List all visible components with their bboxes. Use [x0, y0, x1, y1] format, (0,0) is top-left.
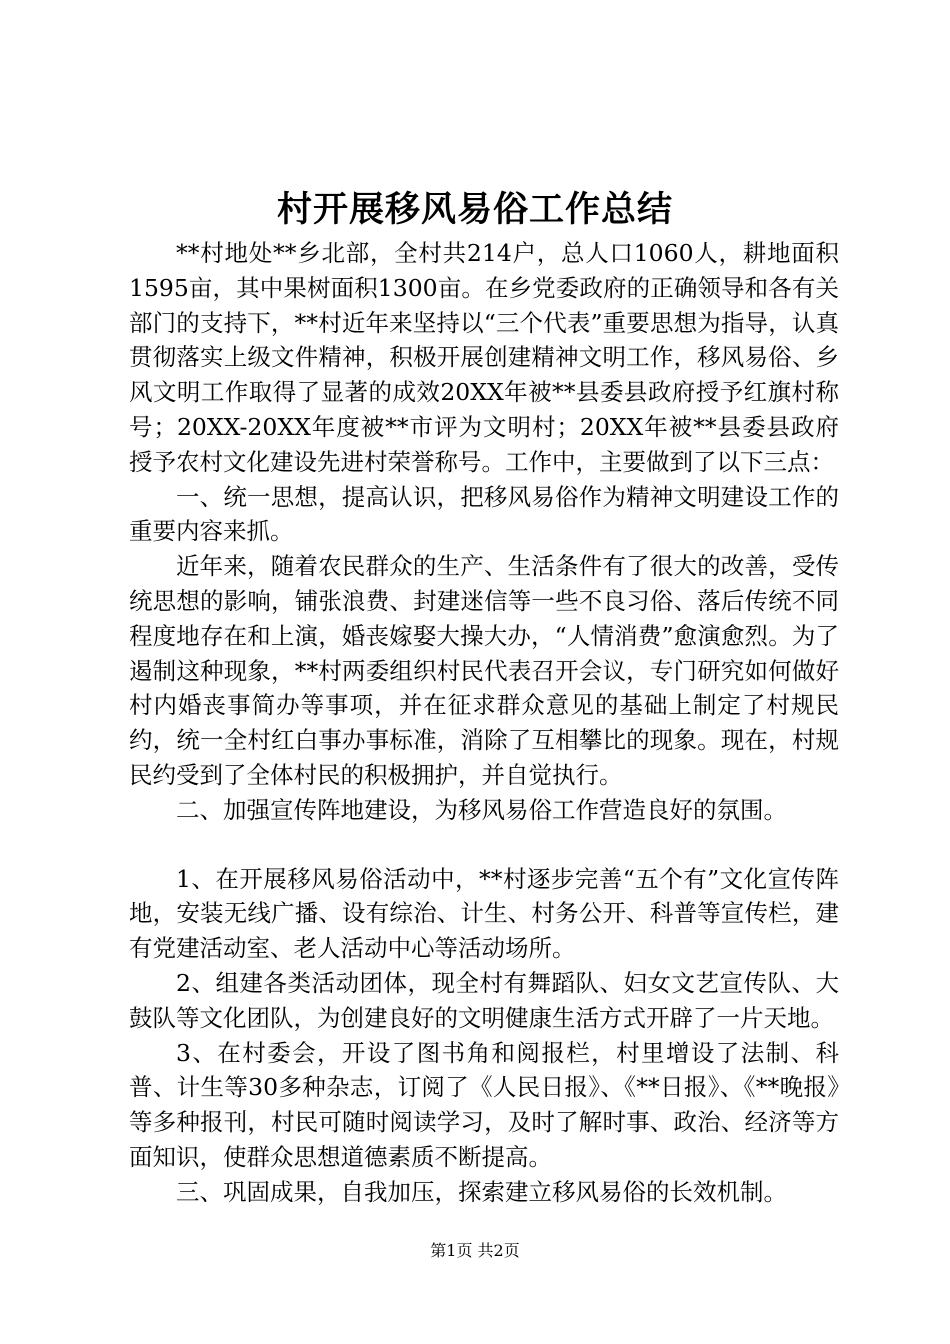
- paragraph-item-two: 2、组建各类活动团体，现全村有舞蹈队、妇女文艺宣传队、大鼓队等文化团队，为创建良好的文明健康生活方式开辟了一片天地。: [129, 968, 839, 1032]
- page-footer: 第1页 共2页: [430, 1241, 520, 1260]
- paragraph-heading-three: 三、巩固成果，自我加压，探索建立移风易俗的长效机制。: [176, 1177, 787, 1206]
- paragraph-heading-one: 一、统一思想，提高认识，把移风易俗作为精神文明建设工作的重要内容来抓。: [129, 482, 839, 546]
- paragraph-recent-years: 近年来，随着农民群众的生产、生活条件有了很大的改善，受传统思想的影响，铺张浪费、封建迷信等一些不良习俗、落后传统不同程度地存在和上演，婚丧嫁娶大操大办，“人情消费”愈演愈烈。为了遏制这种现象，**村两委组织村民代表召开会议，专门研究如何做好村内婚丧事简办等事项，并在征求群众意见的基础上制定了村规民约，统一全村红白事办事标准，消除了互相攀比的现象。现在，村规民约受到了全体村民的积极拥护，并自觉执行。: [129, 552, 839, 789]
- paragraph-heading-two: 二、加强宣传阵地建设，为移风易俗工作营造良好的氛围。: [176, 795, 787, 824]
- paragraph-item-one: 1、在开展移风易俗活动中，**村逐步完善“五个有”文化宣传阵地，安装无线广播、设有综治、计生、村务公开、科普等宣传栏，建有党建活动室、老人活动中心等活动场所。: [129, 864, 839, 963]
- document-title: 村开展移风易俗工作总结: [276, 189, 673, 230]
- paragraph-intro: **村地处**乡北部，全村共214户，总人口1060人，耕地面积1595亩，其中果树面积1300亩。在乡党委政府的正确领导和各有关部门的支持下，**村近年来坚持以“三个代表”重要思想为指导，认真贯彻落实上级文件精神，积极开展创建精神文明工作，移风易俗、乡风文明工作取得了显著的成效20XX年被**县委县政府授予红旗村称号；20XX-20XX年度被**市评为文明村；20XX年被**县委县政府授予农村文化建设先进村荣誉称号。工作中，主要做到了以下三点：: [129, 239, 839, 476]
- document-body: [129, 236, 839, 1210]
- paragraph-item-three: 3、在村委会，开设了图书角和阅报栏，村里增设了法制、科普、计生等30多种杂志，订阅了《人民日报》、《**日报》、《**晚报》等多种报刊，村民可随时阅读学习，及时了解时事、政治、经济等方面知识，使群众思想道德素质不断提高。: [129, 1038, 839, 1171]
